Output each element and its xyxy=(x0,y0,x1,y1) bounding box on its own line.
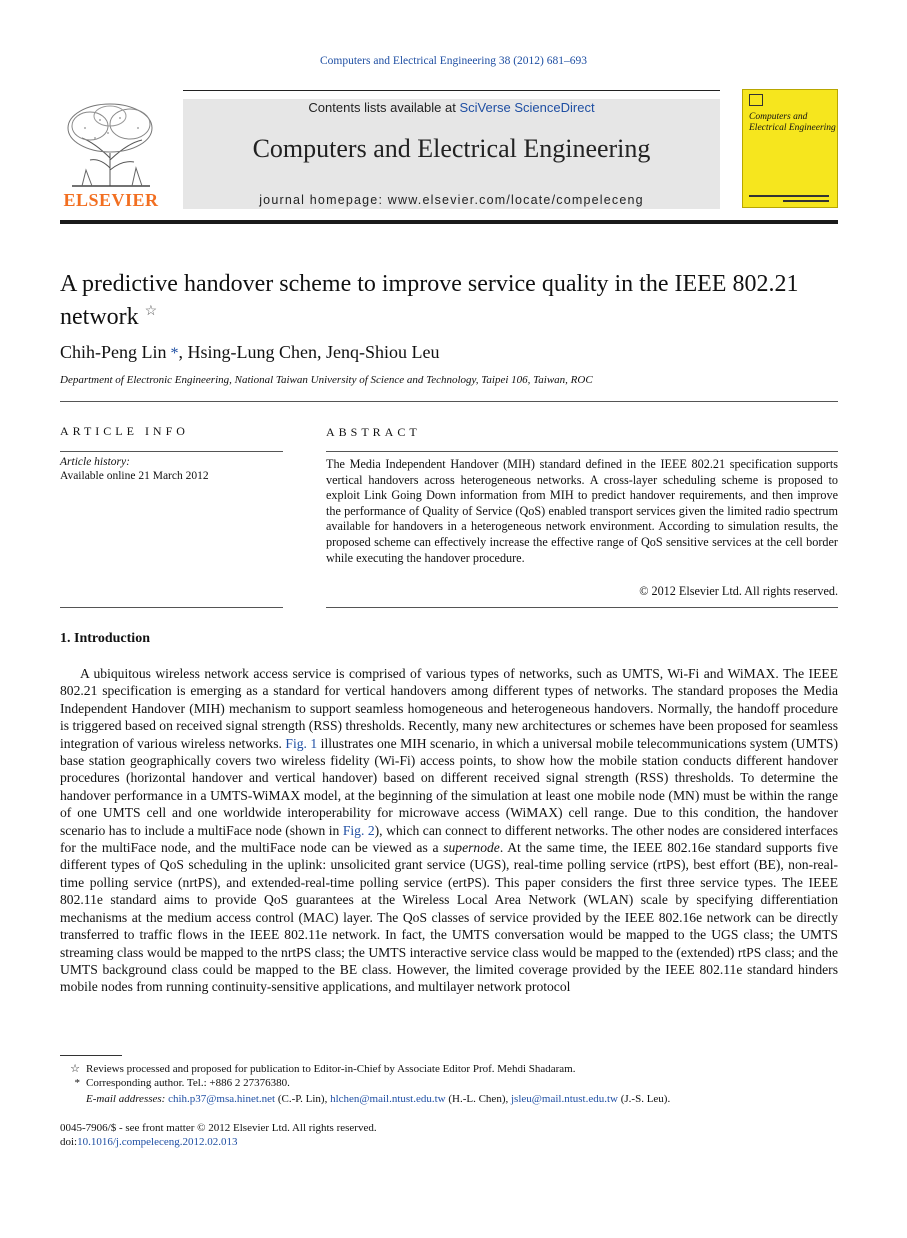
masthead-bottom-rule xyxy=(60,220,838,224)
abstract-heading: ABSTRACT xyxy=(326,425,421,439)
title-footnote-mark[interactable]: ☆ xyxy=(144,304,158,319)
footnote-corresponding xyxy=(60,1077,290,1089)
email-link[interactable]: chih.p37@msa.hinet.net xyxy=(168,1093,276,1105)
cover-rule xyxy=(749,195,829,197)
cover-rule-short xyxy=(783,200,829,202)
intro-text-3: ), which can connect to different networks. The other nodes are considered interfaces for the multiFace node, and the multiFace node can be viewed as a xyxy=(60,822,839,856)
intro-text-2: illustrates one MIH scenario, in which a universal mobile telecommunications system (UMTS) base station geographically covers two wireless fidelity (Wi-Fi) access points, to show how the mobile station conducts different handover procedures (horizontal handover and vertical handover) based on different received signal strength (RSS) thresholds. To determine the handover performance in a UMTS-WiMAX model, at the beginning of the simulation at least one mobile node (MN) must be within the range of one UMTS cell and one worldwide interoperability for microwave access (WiMAX) cell range. Due to this condition, the handover scenario has to include a multiFace node (shown in xyxy=(60,735,838,838)
article-title-text: A predictive handover scheme to improve service quality in the IEEE 802.21 network xyxy=(60,271,799,330)
author-name: Jenq-Shiou Leu xyxy=(326,342,440,362)
article-title xyxy=(60,270,820,331)
article-history-value: Available online 21 March 2012 xyxy=(60,470,209,482)
masthead-top-rule xyxy=(183,90,720,91)
author-separator: , xyxy=(178,342,188,362)
article-history-label: Article history: xyxy=(60,456,130,468)
email-owner: (H.-L. Chen), xyxy=(445,1093,511,1105)
footnote-emails xyxy=(60,1093,670,1105)
author-list xyxy=(60,342,439,363)
email-link[interactable]: jsleu@mail.ntust.edu.tw xyxy=(510,1093,618,1105)
email-link[interactable]: hlchen@mail.ntust.edu.tw xyxy=(330,1093,446,1105)
corresponding-author-mark[interactable]: * xyxy=(166,345,179,362)
footnote-rule xyxy=(60,1055,122,1056)
footnote-review-text: Reviews processed and proposed for publication to Editor-in-Chief by Associate Editor Prof. Mehdi Shadaram. xyxy=(86,1063,576,1075)
section-heading-introduction: 1. Introduction xyxy=(60,631,150,646)
footnote-corresponding-text: Corresponding author. Tel.: +886 2 27376380. xyxy=(86,1077,290,1089)
sciencedirect-link[interactable]: SciVerse ScienceDirect xyxy=(459,100,595,115)
journal-reference-link[interactable]: Computers and Electrical Engineering 38 (2012) 681–693 xyxy=(320,55,587,67)
email-label: E-mail addresses: xyxy=(86,1093,169,1105)
doi-line xyxy=(60,1136,238,1148)
contents-line xyxy=(183,100,720,115)
issn-line: 0045-7906/$ - see front matter © 2012 Elsevier Ltd. All rights reserved. xyxy=(60,1122,377,1134)
article-info-bottom-rule xyxy=(60,607,283,608)
footnote-review xyxy=(60,1062,575,1075)
footnote-star-symbol: ☆ xyxy=(70,1063,80,1075)
author-separator: , xyxy=(317,342,326,362)
author-name: Hsing-Lung Chen xyxy=(187,342,317,362)
abstract-copyright: © 2012 Elsevier Ltd. All rights reserved. xyxy=(639,584,838,598)
intro-text-1: A ubiquitous wireless network access service is comprised of various types of networks, such as UMTS, Wi-Fi and WiMAX. The IEEE 802.21 specification is emerging as a standard for vertical handovers among different types of networks. The standard proposes the Media Independent Handover (MIH) mechanism to support seamless homogeneous and heterogeneous handovers. Normally, the handoff procedure is triggered based on received signal strength (RSS) thresholds. Recently, many new architectures or schemes have been proposed for seamless integration of various wireless networks. xyxy=(60,666,838,751)
email-owner: (C.-P. Lin), xyxy=(275,1093,331,1105)
email-owner: (J.-S. Leu). xyxy=(617,1093,671,1105)
abstract-bottom-rule xyxy=(326,607,838,608)
abstract-text: The Media Independent Handover (MIH) standard defined in the IEEE 802.21 specification supports vertical handovers across heterogeneous networks. A cross-layer scheduling scheme is proposed to exploit Link Going Down information from MIH to predict handover requirements, and then improve the performance of Quality of Service (QoS) enabled transport services given the limited radio spectrum available for handovers in a heterogeneous network environment. According to simulation results, the proposed scheme can effectively increase the effective range of QoS sensitive services at the cell border while executing the handover procedure. xyxy=(326,457,838,565)
journal-title: Computers and Electrical Engineering xyxy=(252,134,651,163)
introduction-paragraph xyxy=(60,665,838,996)
fig1-link[interactable]: Fig. 1 xyxy=(285,735,318,751)
abstract-rule xyxy=(326,451,838,452)
contents-prefix: Contents lists available at xyxy=(308,100,460,115)
footnote-asterisk-symbol: * xyxy=(74,1077,80,1089)
journal-cover-image xyxy=(742,89,838,208)
author-name: Chih-Peng Lin xyxy=(60,342,167,362)
article-info-heading: ARTICLE INFO xyxy=(60,424,189,438)
doi-link[interactable]: 10.1016/j.compeleceng.2012.02.013 xyxy=(77,1136,238,1148)
elsevier-wordmark: ELSEVIER xyxy=(63,190,159,210)
fig2-link[interactable]: Fig. 2 xyxy=(342,822,375,838)
title-divider xyxy=(60,401,838,402)
affiliation: Department of Electronic Engineering, National Taiwan University of Science and Technology, Taipei 106, Taiwan, ROC xyxy=(60,374,593,386)
cover-title: Computers and Electrical Engineering xyxy=(749,112,836,133)
journal-homepage: journal homepage: www.elsevier.com/locate/compeleceng xyxy=(259,193,644,207)
supernode-term: supernode xyxy=(443,840,500,856)
cover-logo-icon xyxy=(749,94,763,106)
article-info-rule xyxy=(60,451,283,452)
doi-label: doi: xyxy=(60,1136,78,1148)
intro-text-4: . At the same time, the IEEE 802.16e standard supports five different types of QoS scheduling in the uplink: unsolicited grant service (UGS), real-time polling service (rtPS), best effort (BE), non-real-time polling service (nrtPS), and extended-real-time polling service (ertPS). This paper considers the first three service types. The IEEE 802.11e standard aims to provide QoS guarantees at the Wireless Local Area Network (WLAN) scale by specifying differentiation mechanisms at the medium access control (MAC) layer. The QoS classes of service provided by the IEEE 802.16e network can be directly transferred to traffic flows in the IEEE 802.11e network. In fact, the UMTS conversation would be mapped to the UGS class; the UMTS streaming class would be mapped to the nrtPS class; the UMTS interactive service class would be mapped to the (extended) rtPS class; and the UMTS background class could be mapped to the BE class. However, the limited coverage provided by the IEEE 802.11e standard hinders mobile nodes from running continuity-sensitive applications, and multilayer network protocol xyxy=(60,840,838,995)
